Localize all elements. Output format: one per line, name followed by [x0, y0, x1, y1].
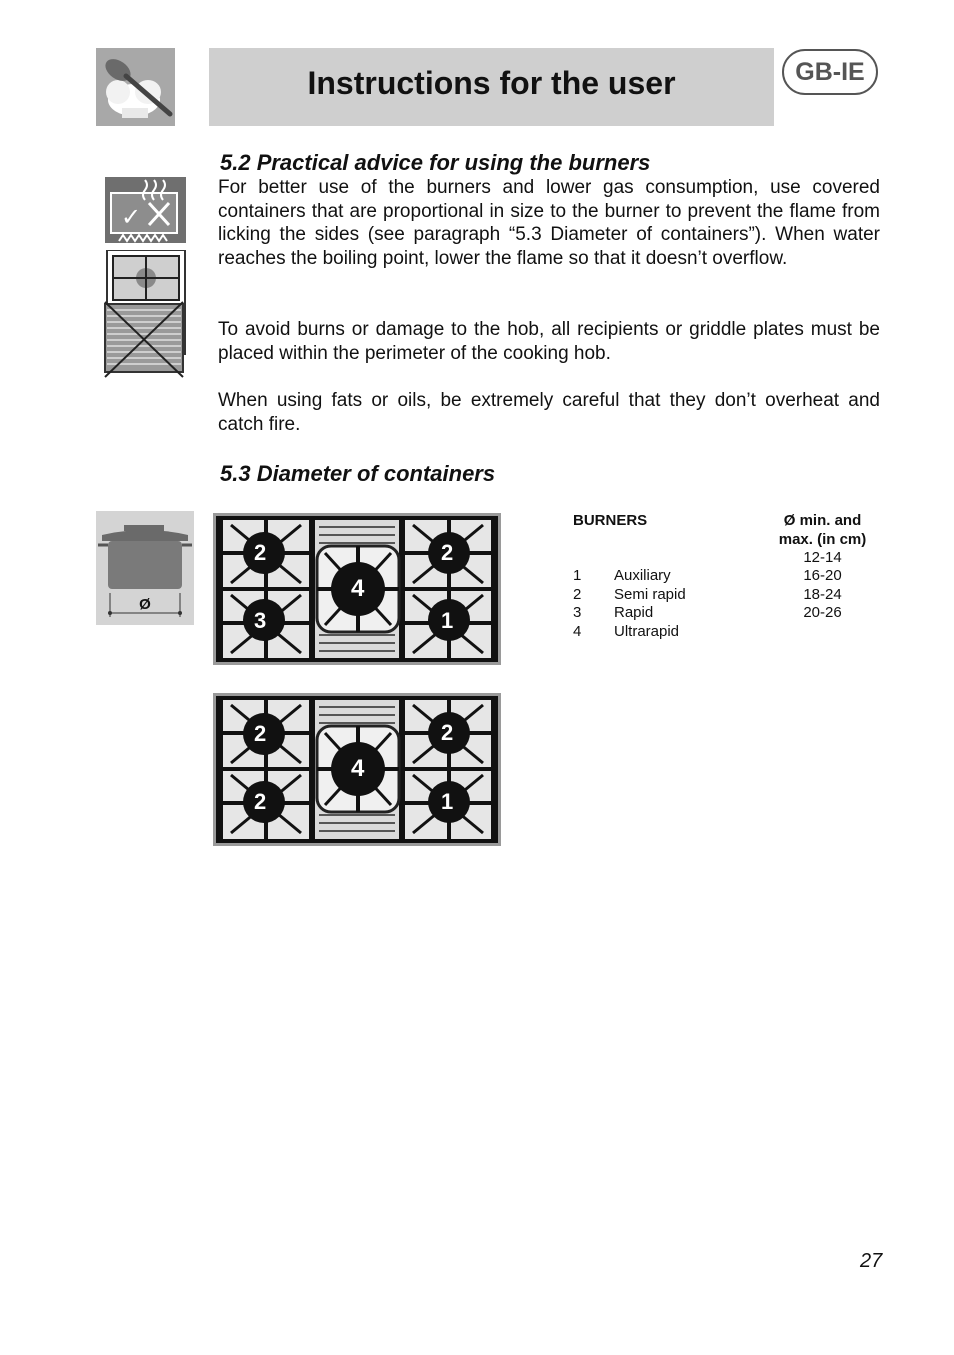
table-cell-burner-name: Rapid [614, 604, 654, 621]
table-cell-burner-name: Semi rapid [614, 586, 686, 603]
griddle-cross-icon [103, 250, 187, 379]
table-cell-number: 3 [573, 604, 582, 621]
burner-label: 1 [441, 789, 454, 814]
burner-label: 2 [441, 720, 454, 745]
table-cell-diameter: 12-14 [803, 549, 842, 566]
table-cell-diameter: 18-24 [803, 586, 842, 603]
table-cell-diameter: 20-26 [803, 604, 842, 621]
covered-pot-check-icon [105, 177, 186, 243]
title-bar [209, 48, 774, 126]
table-header-diameter-2: max. (in cm) [778, 531, 867, 548]
burner-label: 4 [351, 575, 365, 602]
burner-label: 4 [351, 755, 365, 782]
region-badge-label: GB-IE [795, 58, 865, 86]
burner-label: 1 [441, 608, 454, 633]
page-number: 27 [860, 1250, 883, 1272]
hob-diagram-1 [213, 513, 501, 665]
table-cell-burner-name: Ultrarapid [614, 623, 680, 640]
paragraph-1: For better use of the burners and lower gas consumption, use covered containers that are proportional in size to the burner to prevent the flame from licking the sides (see paragraph “5.3 Diameter of containers”). When water reaches the boiling point, lower the flame so that it doesn’t overflow. [218, 177, 880, 270]
pot-diameter-icon [96, 511, 194, 625]
burner-label: 2 [254, 721, 267, 746]
section-heading-5-2: 5.2 Practical advice for using the burners [220, 150, 651, 175]
table-cell-number: 1 [573, 567, 582, 584]
diameter-symbol: Ø [139, 596, 151, 613]
paragraph-2: To avoid burns or damage to the hob, all recipients or griddle plates must be placed within the perimeter of the cooking hob. [218, 319, 880, 364]
table-cell-burner-name: Auxiliary [614, 567, 671, 584]
page-title: Instructions for the user [307, 65, 676, 101]
burner-label: 2 [254, 540, 267, 565]
section-heading-5-3: 5.3 Diameter of containers [220, 461, 496, 486]
chef-spoon-logo-icon [96, 48, 175, 126]
table-header-burners: BURNERS [573, 512, 648, 529]
table-cell-number: 4 [573, 623, 582, 640]
table-header-diameter-1: Ø min. and [783, 512, 862, 529]
burner-label: 2 [254, 789, 267, 814]
table-cell-number: 2 [573, 586, 582, 603]
burner-label: 2 [441, 540, 454, 565]
burner-label: 3 [254, 608, 267, 633]
table-cell-diameter: 16-20 [803, 567, 842, 584]
hob-diagram-2 [213, 693, 501, 846]
svg-text:✓: ✓ [121, 203, 142, 231]
region-badge [782, 49, 878, 95]
paragraph-3: When using fats or oils, be extremely careful that they don’t overheat and catch fire. [218, 390, 880, 435]
